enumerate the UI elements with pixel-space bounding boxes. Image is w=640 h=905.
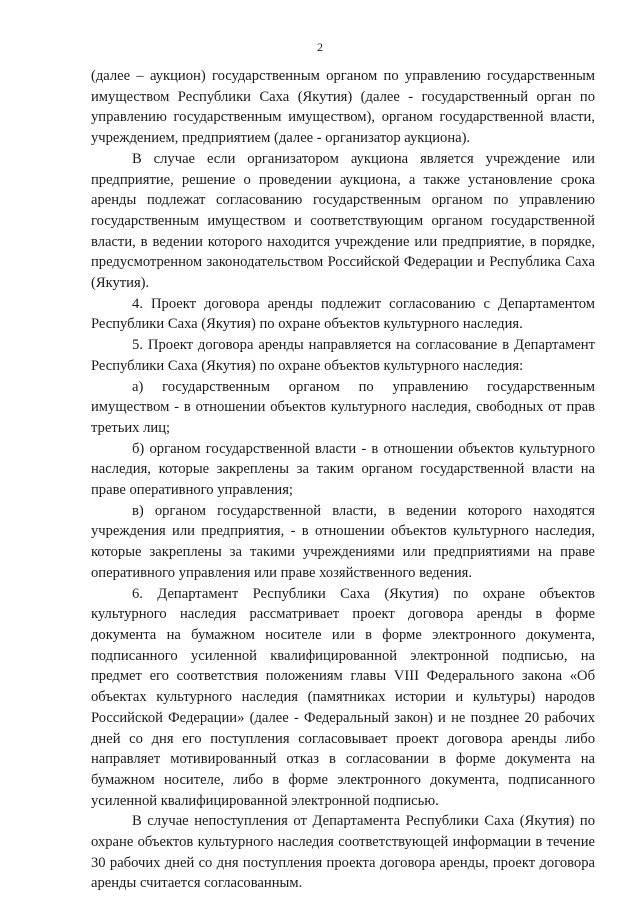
paragraph-item-4: 4. Проект договора аренды подлежит согласованию с Департаментом Республики Саха (Якутия) по охране объектов культурного наследия. [91,295,595,333]
paragraph-item-6: 6. Департамент Республики Саха (Якутия) по охране объектов культурного наследия рассматривает проект договора аренды в форме документа на бумажном носителе или в форме электронного документа, подписанного усиленной квалифицированной электронной подписью, на предмет его соответствия положениям главы VIII Федерального закона «Об объектах культурного наследия (памятниках истории и культуры) народов Российской Федерации» (далее - Федеральный закон) и не позднее 20 рабочих дней со дня его поступления согласовывает проект договора аренды либо направляет мотивированный отказ в согласовании в форме документа на бумажном носителе, либо в форме электронного документа, подписанного усиленной квалифицированной электронной подписью. [91,585,595,809]
page-number: 2 [317,40,323,54]
paragraph-approval-terms: В случае если организатором аукциона является учреждение или предприятие, решение о проведении аукциона, а также установление срока аренды подлежат согласованию государственным органом по управлению государственным имуществом и соответствующим органом государственной власти, в ведении которого находится учреждение или предприятие, в порядке, предусмотренном законодательством Российской Федерации и Республика Саха (Якутия). [91,150,595,292]
paragraph-auction-organizer: (далее – аукцион) государственным органом по управлению государственным имуществом Республики Саха (Якутия) (далее - государственный орган по управлению государственным имуществом), органом государственной власти, учреждением, предприятием (далее - организатор аукциона). [91,68,595,147]
paragraph-item-5a: а) государственным органом по управлению государственным имуществом - в отношении объектов культурного наследия, свободных от прав третьих лиц; [91,378,595,436]
document-body [91,66,595,894]
paragraph-item-5b: б) органом государственной власти - в отношении объектов культурного наследия, которые закреплены за таким органом государственной власти на праве оперативного управления; [91,440,595,499]
paragraph-item-5: 5. Проект договора аренды направляется на согласование в Департамент Республики Саха (Якутия) по охране объектов культурного наследия: [91,337,595,374]
paragraph-item-5c: в) органом государственной власти, в ведении которого находятся учреждения или предприятия, - в отношении объектов культурного наследия, которые закреплены за такими учреждениями или предприятиями на праве оперативного управления или праве хозяйственного ведения. [91,502,595,581]
paragraph-non-receipt: В случае непоступления от Департамента Республики Саха (Якутия) по охране объектов культурного наследия соответствующей информации в течение 30 рабочих дней со дня поступления проекта договора аренды, проект договора аренды считается согласованным. [91,813,595,892]
